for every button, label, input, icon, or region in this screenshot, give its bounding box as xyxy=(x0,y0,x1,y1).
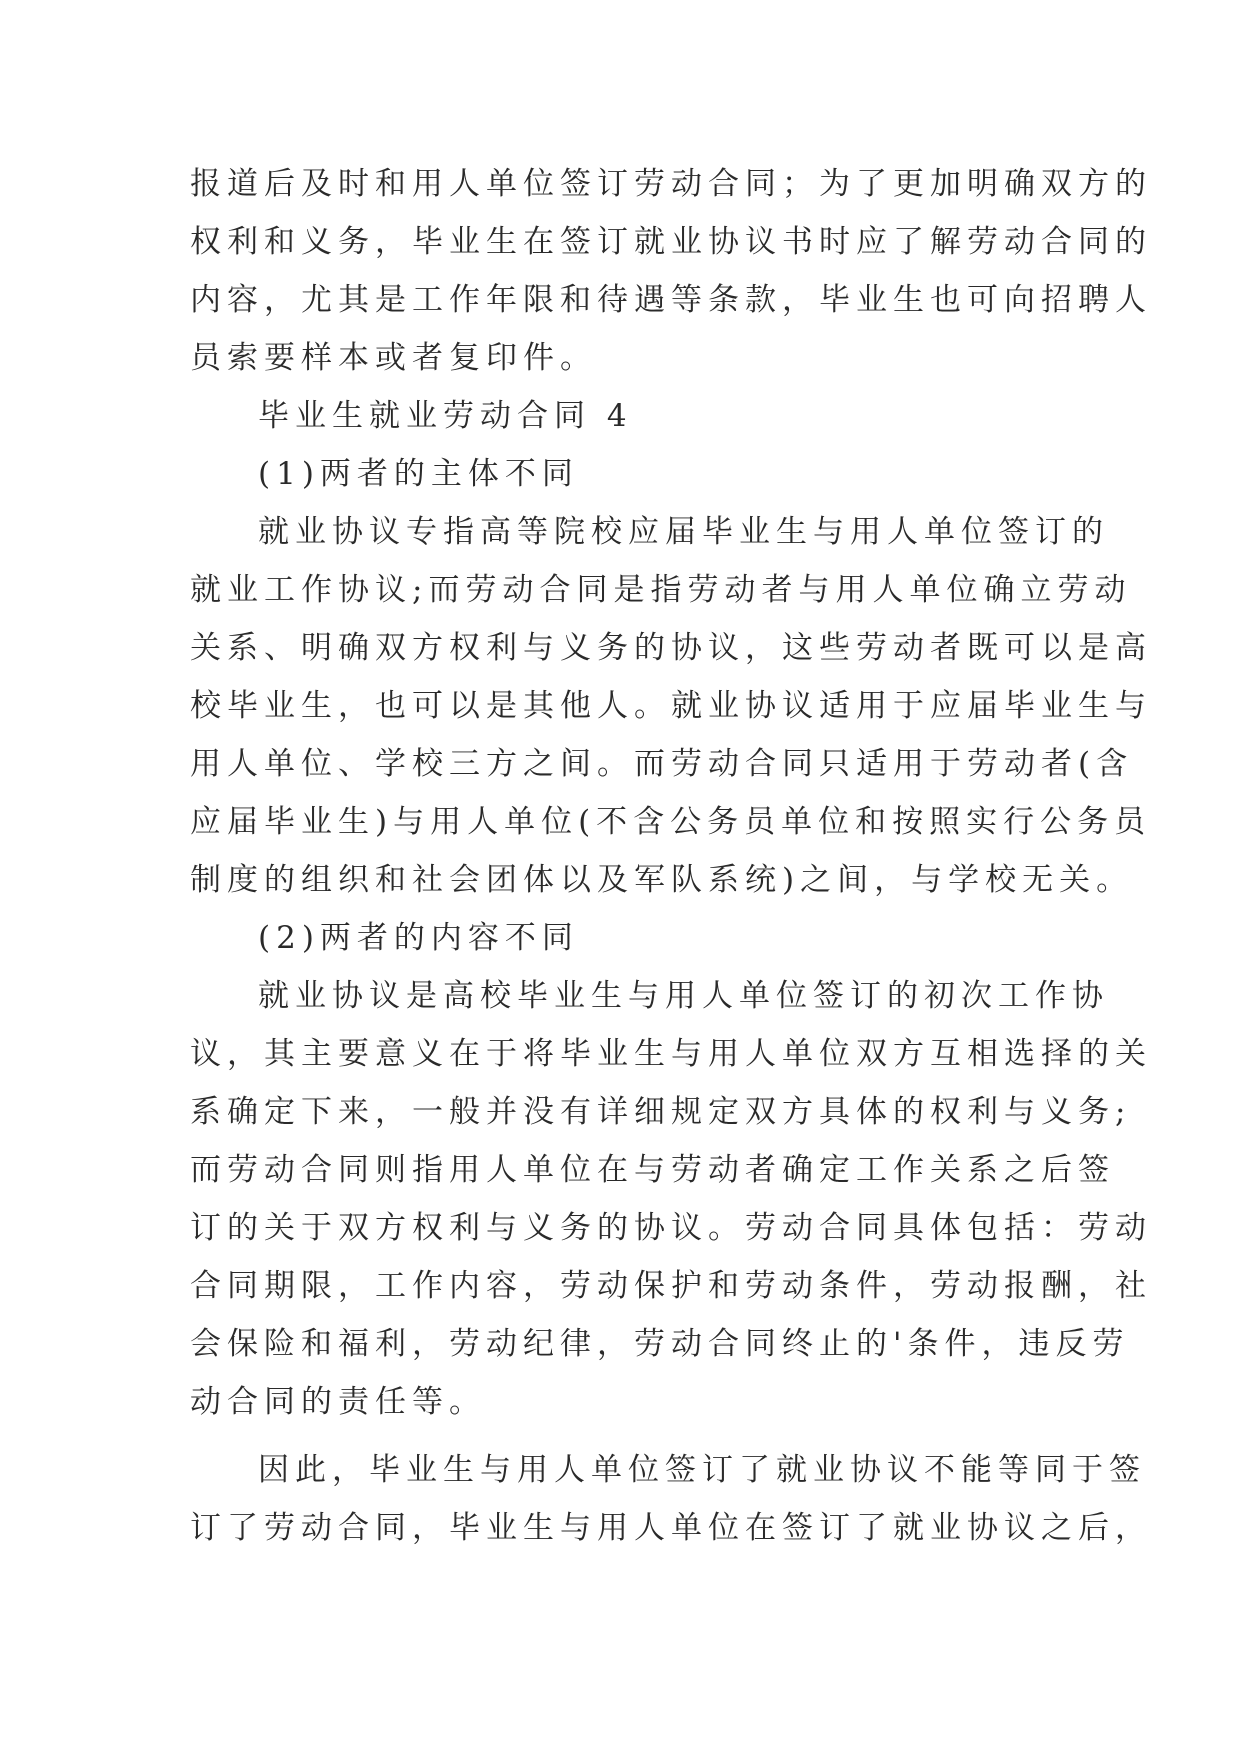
text-line: 订的关于双方权利与义务的协议。劳动合同具体包括：劳动 xyxy=(190,1210,1152,1246)
document-body xyxy=(190,155,1152,1557)
text-line: 员索要样本或者复印件。 xyxy=(190,340,597,376)
text-line: 会保险和福利，劳动纪律，劳动合同终止的'条件，违反劳 xyxy=(190,1326,1130,1362)
text-line: 应届毕业生)与用人单位(不含公务员单位和按照实行公务员 xyxy=(190,804,1152,840)
text-line: 关系、明确双方权利与义务的协议，这些劳动者既可以是高 xyxy=(190,630,1152,666)
text-line: 就业协议专指高等院校应届毕业生与用人单位签订的 xyxy=(258,514,1109,550)
text-line: 而劳动合同则指用人单位在与劳动者确定工作关系之后签 xyxy=(190,1152,1115,1188)
text-line: 权利和义务，毕业生在签订就业协议书时应了解劳动合同的 xyxy=(190,224,1152,260)
text-line: (2)两者的内容不同 xyxy=(258,920,579,956)
text-line: (1)两者的主体不同 xyxy=(258,456,579,492)
text-line: 毕业生就业劳动合同 4 xyxy=(258,398,633,434)
text-line: 合同期限，工作内容，劳动保护和劳动条件，劳动报酬，社 xyxy=(190,1268,1152,1304)
text-line: 就业工作协议;而劳动合同是指劳动者与用人单位确立劳动 xyxy=(190,572,1132,608)
text-line: 用人单位、学校三方之间。而劳动合同只适用于劳动者(含 xyxy=(190,746,1134,782)
text-line: 报道后及时和用人单位签订劳动合同；为了更加明确双方的 xyxy=(190,166,1152,202)
text-line: 因此，毕业生与用人单位签订了就业协议不能等同于签 xyxy=(258,1452,1146,1488)
text-line: 议，其主要意义在于将毕业生与用人单位双方互相选择的关 xyxy=(190,1036,1152,1072)
text-line: 制度的组织和社会团体以及军队系统)之间，与学校无关。 xyxy=(190,862,1134,898)
text-line: 系确定下来，一般并没有详细规定双方具体的权利与义务; xyxy=(190,1094,1132,1130)
text-line: 就业协议是高校毕业生与用人单位签订的初次工作协 xyxy=(258,978,1109,1014)
text-line: 动合同的责任等。 xyxy=(190,1384,486,1420)
text-line: 校毕业生，也可以是其他人。就业协议适用于应届毕业生与 xyxy=(190,688,1152,724)
text-line: 订了劳动合同，毕业生与用人单位在签订了就业协议之后， xyxy=(190,1510,1152,1546)
text-line: 内容，尤其是工作年限和待遇等条款，毕业生也可向招聘人 xyxy=(190,282,1152,318)
